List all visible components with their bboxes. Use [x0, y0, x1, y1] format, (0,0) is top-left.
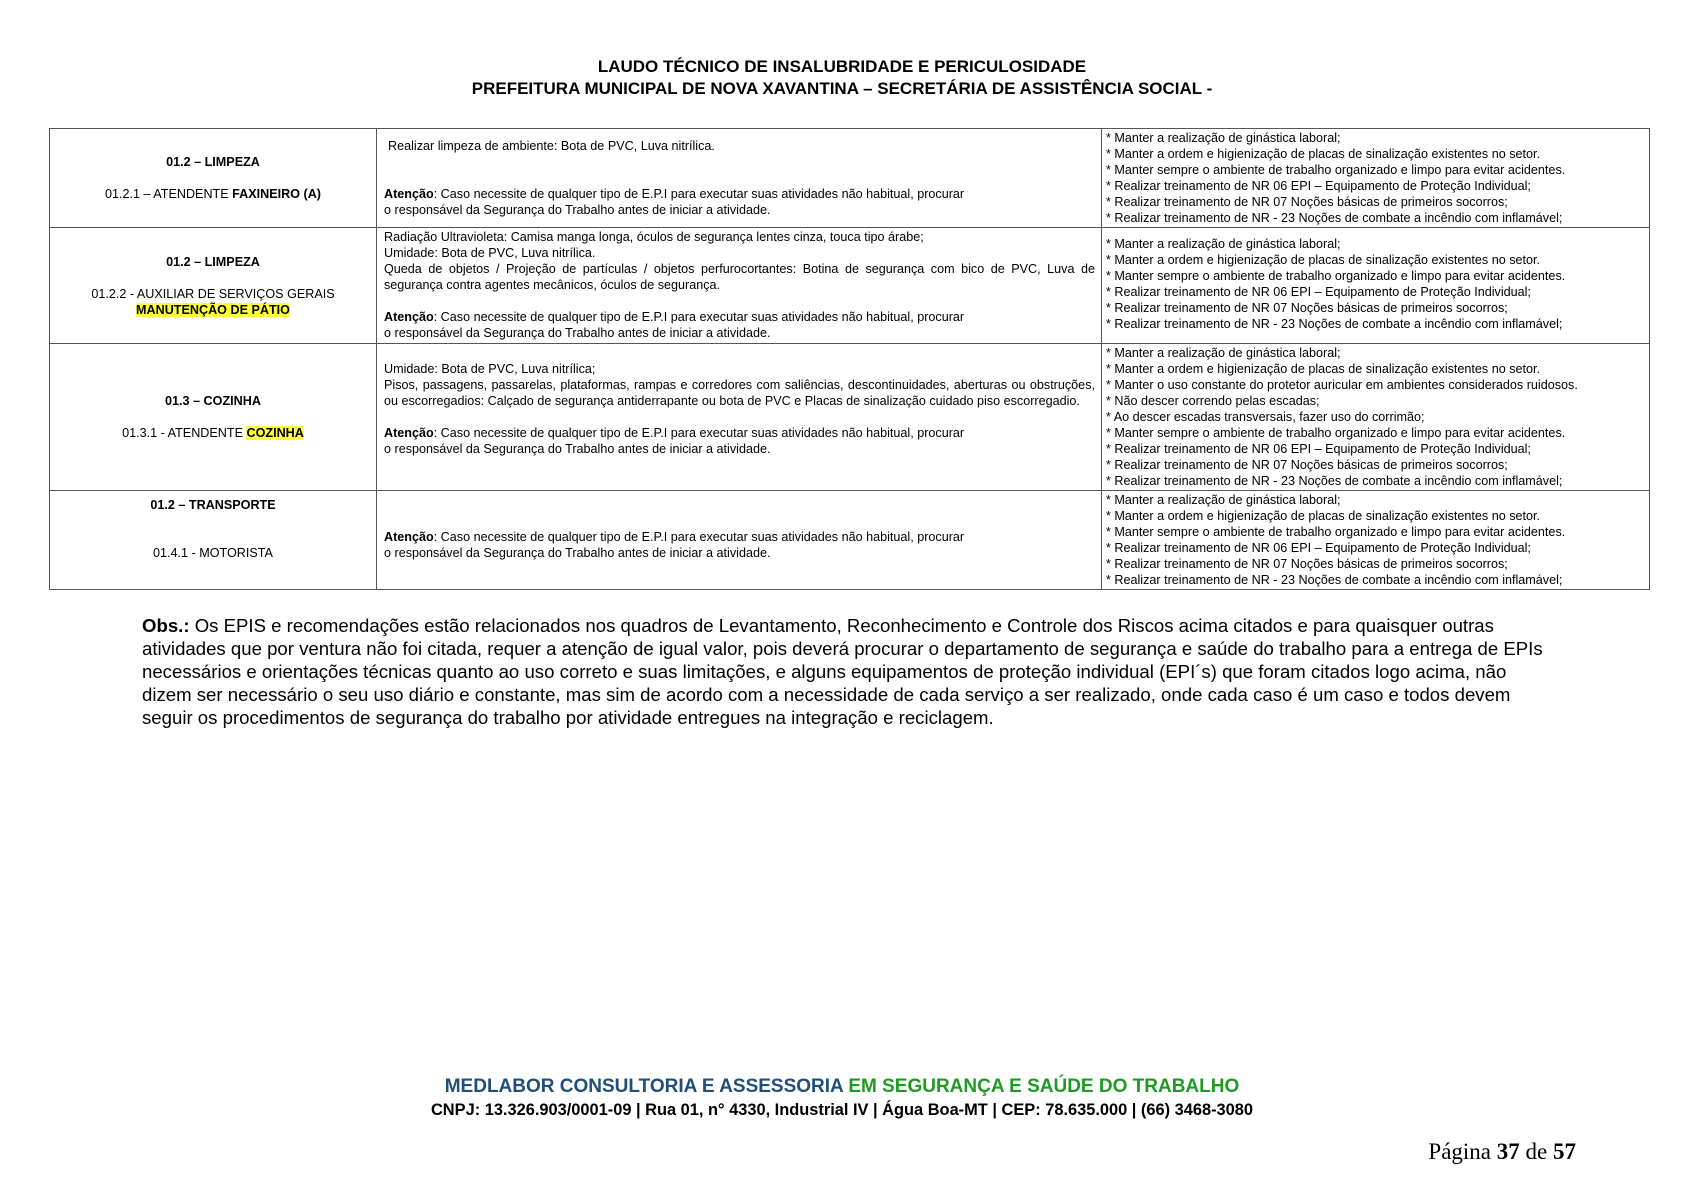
- section-title: 01.2 – LIMPEZA: [166, 254, 260, 269]
- role-highlight: MANUTENÇÃO DE PÁTIO: [136, 302, 290, 317]
- observation-text: Os EPIS e recomendações estão relacionados nos quadros de Levantamento, Reconhecimento e Controle dos Riscos acima citados e para quaisquer outras atividades que por ventura não foi citada, requer a atenção de igual valor, pois deverá procurar o departamento de segurança e saúde do trabalho para a entrega de EPIs necessários e orientações técnicas quanto ao uso correto e suas limitações, e alguns equipamentos de proteção individual (EPI´s) que foram citados logo acima, não dizem ser necessário o seu uso diário e constante, mas sim de acordo com a necessidade de cada serviço a ser realizado, onde cada caso é um caso e todos devem seguir os procedimentos de segurança do trabalho por atividade entregues na integração e reciclagem.: [142, 615, 1543, 728]
- attention-note: Atenção: Caso necessite de qualquer tipo de E.P.I para executar suas atividades não habitual, procurar: [384, 530, 965, 544]
- recommendation-item: * Manter a ordem e higienização de placas de sinalização existentes no setor.: [1106, 509, 1541, 523]
- footer-company-green: EM SEGURANÇA E SAÚDE DO TRABALHO: [843, 1076, 1240, 1097]
- observation-label: Obs.:: [142, 615, 190, 636]
- attention-note: Atenção: Caso necessite de qualquer tipo de E.P.I para executar suas atividades não habitual, procurar: [384, 310, 965, 324]
- role-cell: [50, 491, 377, 590]
- attention-note: Atenção: Caso necessite de qualquer tipo de E.P.I para executar suas atividades não habitual, procurar: [384, 187, 965, 201]
- epi-line: Realizar limpeza de ambiente: Bota de PVC, Luva nitrílica.: [388, 139, 715, 153]
- observation-paragraph: [142, 614, 1552, 729]
- table-row: [50, 129, 1650, 228]
- role-cell: [50, 129, 377, 228]
- epi-line: Pisos, passagens, passarelas, plataformas, rampas e corredores com saliências, descontinuidades, aberturas ou obstruções, ou escorregadios: Calçado de segurança antiderrapante ou bota de PVC e Placas de sinalização cuidado piso escorregadio.: [384, 378, 1095, 408]
- role-name: 01.4.1 - MOTORISTA: [153, 546, 273, 560]
- recommendation-item: * Realizar treinamento de NR 07 Noções básicas de primeiros socorros;: [1106, 195, 1508, 209]
- role-name: 01.3.1 - ATENDENTE COZINHA: [122, 426, 304, 440]
- recommendation-item: * Realizar treinamento de NR 06 EPI – Equipamento de Proteção Individual;: [1106, 285, 1531, 299]
- recommendation-item: * Realizar treinamento de NR - 23 Noções de combate a incêndio com inflamável;: [1106, 573, 1563, 587]
- epi-cell: Radiação Ultravioleta: Camisa manga longa, óculos de segurança lentes cinza, touca tipo árabe; Umidade: Bota de PVC, Luva nitrílica. Queda de objetos / Projeção de partículas / objetos perfurocortantes: Botina de segurança com bico de PVC, Luva de segurança contra agentes mecânicos, óculos de segurança. Atenção: Caso necessite de qualquer tipo de E.P.I para executar suas atividades não habitual, procurar o responsável da Segurança do Trabalho antes de iniciar a atividade.: [377, 228, 1102, 344]
- role-name: 01.2.1 – ATENDENTE FAXINEIRO (A): [104, 187, 321, 201]
- page-number: Página 37 de 57: [1428, 1139, 1576, 1164]
- recommendation-item: * Realizar treinamento de NR 07 Noções básicas de primeiros socorros;: [1106, 458, 1508, 472]
- recommendation-item: * Não descer correndo pelas escadas;: [1106, 394, 1320, 408]
- footer-company: [0, 1075, 1684, 1099]
- epi-cell: Umidade: Bota de PVC, Luva nitrílica; Pisos, passagens, passarelas, plataformas, rampas e corredores com saliências, descontinuidades, aberturas ou obstruções, ou escorregadios: Calçado de segurança antiderrapante ou bota de PVC e Placas de sinalização cuidado piso escorregadio. Atenção: Caso necessite de qualquer tipo de E.P.I para executar suas atividades não habitual, procurar o responsável da Segurança do Trabalho antes de iniciar a atividade.: [377, 344, 1102, 491]
- document-footer: [0, 1075, 1684, 1121]
- epi-line: Queda de objetos / Projeção de partículas / objetos perfurocortantes: Botina de segurança com bico de PVC, Luva de segurança contra agentes mecânicos, óculos de segurança.: [384, 262, 1095, 292]
- document-header: [0, 56, 1684, 100]
- recommendation-item: * Realizar treinamento de NR - 23 Noções de combate a incêndio com inflamável;: [1106, 211, 1563, 225]
- recommendations-cell: [1102, 491, 1650, 590]
- recommendation-item: * Manter a ordem e higienização de placas de sinalização existentes no setor.: [1106, 147, 1541, 161]
- recommendation-item: * Manter a realização de ginástica laboral;: [1106, 493, 1341, 507]
- recommendation-item: * Realizar treinamento de NR 06 EPI – Equipamento de Proteção Individual;: [1106, 442, 1531, 456]
- header-subtitle: PREFEITURA MUNICIPAL DE NOVA XAVANTINA – SECRETÁRIA DE ASSISTÊNCIA SOCIAL -: [471, 79, 1213, 98]
- recommendation-item: * Manter sempre o ambiente de trabalho organizado e limpo para evitar acidentes.: [1106, 426, 1566, 440]
- epi-line: Umidade: Bota de PVC, Luva nitrílica.: [384, 246, 596, 260]
- risk-table: [49, 128, 1650, 590]
- recommendation-item: * Realizar treinamento de NR 07 Noções básicas de primeiros socorros;: [1106, 557, 1508, 571]
- role-cell: [50, 228, 377, 344]
- recommendation-item: * Manter sempre o ambiente de trabalho organizado e limpo para evitar acidentes.: [1106, 269, 1566, 283]
- page-current: 37: [1496, 1139, 1520, 1164]
- recommendation-item: * Manter a ordem e higienização de placas de sinalização existentes no setor.: [1106, 362, 1541, 376]
- recommendation-item: * Realizar treinamento de NR 06 EPI – Equipamento de Proteção Individual;: [1106, 179, 1531, 193]
- epi-line: Umidade: Bota de PVC, Luva nitrílica;: [384, 362, 596, 376]
- recommendation-item: * Manter sempre o ambiente de trabalho organizado e limpo para evitar acidentes.: [1106, 163, 1566, 177]
- recommendation-item: * Manter o uso constante do protetor auricular em ambientes considerados ruidosos.: [1106, 378, 1578, 392]
- role-highlight: COZINHA: [246, 426, 304, 440]
- footer-address: CNPJ: 13.326.903/0001-09 | Rua 01, n° 4330, Industrial IV | Água Boa-MT | CEP: 78.635.000 | (66) 3468-3080: [430, 1101, 1254, 1119]
- epi-cell: Realizar limpeza de ambiente: Bota de PVC, Luva nitrílica. Atenção: Caso necessite de qualquer tipo de E.P.I para executar suas atividades não habitual, procurar o responsável da Segurança do Trabalho antes de iniciar a atividade.: [377, 129, 1102, 228]
- recommendation-item: * Realizar treinamento de NR 07 Noções básicas de primeiros socorros;: [1106, 301, 1508, 315]
- section-title: 01.2 – TRANSPORTE: [150, 498, 276, 512]
- table-row: [50, 344, 1650, 491]
- recommendation-item: * Manter a realização de ginástica laboral;: [1106, 131, 1341, 145]
- role-cell: [50, 344, 377, 491]
- table-row: [50, 491, 1650, 590]
- recommendation-item: * Manter sempre o ambiente de trabalho organizado e limpo para evitar acidentes.: [1106, 525, 1566, 539]
- role-name: 01.2.2 - AUXILIAR DE SERVIÇOS GERAIS: [91, 286, 335, 301]
- epi-line: Radiação Ultravioleta: Camisa manga longa, óculos de segurança lentes cinza, touca tipo árabe;: [384, 230, 924, 244]
- section-title: 01.3 – COZINHA: [165, 394, 261, 408]
- recommendation-item: * Manter a ordem e higienização de placas de sinalização existentes no setor.: [1106, 253, 1541, 267]
- attention-note: Atenção: Caso necessite de qualquer tipo de E.P.I para executar suas atividades não habitual, procurar: [384, 426, 965, 440]
- recommendation-item: * Ao descer escadas transversais, fazer uso do corrimão;: [1106, 410, 1425, 424]
- table-row: [50, 228, 1650, 344]
- recommendation-item: * Manter a realização de ginástica laboral;: [1106, 237, 1341, 251]
- epi-cell: Atenção: Caso necessite de qualquer tipo de E.P.I para executar suas atividades não habitual, procurar o responsável da Segurança do Trabalho antes de iniciar a atividade.: [377, 491, 1102, 590]
- footer-company-blue: MEDLABOR CONSULTORIA E ASSESSORIA: [444, 1076, 844, 1097]
- recommendation-item: * Realizar treinamento de NR - 23 Noções de combate a incêndio com inflamável;: [1106, 474, 1563, 488]
- recommendations-cell: [1102, 344, 1650, 491]
- section-title: 01.2 – LIMPEZA: [166, 155, 260, 169]
- recommendations-cell: [1102, 228, 1650, 344]
- recommendations-cell: [1102, 129, 1650, 228]
- recommendation-item: * Realizar treinamento de NR - 23 Noções de combate a incêndio com inflamável;: [1106, 317, 1563, 331]
- page-total: 57: [1553, 1139, 1576, 1164]
- header-title: LAUDO TÉCNICO DE INSALUBRIDADE E PERICULOSIDADE: [597, 57, 1087, 76]
- recommendation-item: * Manter a realização de ginástica laboral;: [1106, 346, 1341, 360]
- recommendation-item: * Realizar treinamento de NR 06 EPI – Equipamento de Proteção Individual;: [1106, 541, 1531, 555]
